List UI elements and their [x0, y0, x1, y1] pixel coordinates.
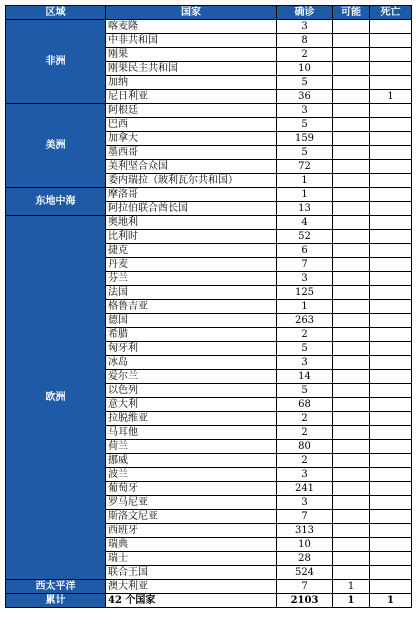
deaths-cell [370, 202, 412, 216]
country-cell: 加拿大 [106, 132, 277, 146]
probable-cell [333, 216, 370, 230]
deaths-cell [370, 20, 412, 34]
probable-cell [333, 202, 370, 216]
probable-cell [333, 314, 370, 328]
country-cell: 爱尔兰 [106, 370, 277, 384]
confirmed-cell: 28 [277, 552, 333, 566]
confirmed-cell: 1 [277, 188, 333, 202]
header-row [6, 6, 412, 20]
total-probable: 1 [333, 594, 370, 608]
total-country-count: 42 个国家 [106, 594, 277, 608]
country-cell: 委内瑞拉（玻利瓦尔共和国） [106, 174, 277, 188]
country-cell: 联合王国 [106, 566, 277, 580]
confirmed-cell: 241 [277, 482, 333, 496]
probable-cell [333, 510, 370, 524]
deaths-cell [370, 104, 412, 118]
probable-cell [333, 370, 370, 384]
deaths-cell [370, 34, 412, 48]
country-cell: 阿根廷 [106, 104, 277, 118]
table-row [6, 104, 412, 118]
monkeypox-case-table-container [5, 5, 412, 608]
probable-cell [333, 34, 370, 48]
confirmed-cell: 2 [277, 426, 333, 440]
country-cell: 冰岛 [106, 356, 277, 370]
confirmed-cell: 313 [277, 524, 333, 538]
probable-cell [333, 552, 370, 566]
confirmed-cell: 10 [277, 538, 333, 552]
deaths-cell [370, 552, 412, 566]
country-cell: 喀麦隆 [106, 20, 277, 34]
country-cell: 德国 [106, 314, 277, 328]
confirmed-cell: 7 [277, 510, 333, 524]
country-cell: 比利时 [106, 230, 277, 244]
deaths-cell [370, 244, 412, 258]
country-cell: 阿拉伯联合酋长国 [106, 202, 277, 216]
deaths-cell [370, 314, 412, 328]
probable-cell [333, 454, 370, 468]
country-cell: 马耳他 [106, 426, 277, 440]
deaths-cell [370, 328, 412, 342]
table-row [6, 580, 412, 594]
probable-cell [333, 524, 370, 538]
confirmed-cell: 5 [277, 342, 333, 356]
probable-cell [333, 272, 370, 286]
region-cell: 美洲 [6, 104, 106, 188]
total-row [6, 594, 412, 608]
confirmed-cell: 68 [277, 398, 333, 412]
confirmed-cell: 2 [277, 328, 333, 342]
country-cell: 奥地利 [106, 216, 277, 230]
probable-cell [333, 496, 370, 510]
deaths-cell [370, 62, 412, 76]
confirmed-cell: 80 [277, 440, 333, 454]
case-table [5, 5, 412, 608]
country-cell: 匈牙利 [106, 342, 277, 356]
country-cell: 拉脱维亚 [106, 412, 277, 426]
probable-cell [333, 384, 370, 398]
table-row [6, 216, 412, 230]
table-body [6, 20, 412, 608]
deaths-cell [370, 370, 412, 384]
region-cell: 西太平洋 [6, 580, 106, 594]
probable-cell [333, 188, 370, 202]
deaths-cell [370, 440, 412, 454]
probable-cell [333, 482, 370, 496]
probable-cell [333, 174, 370, 188]
header-region: 区域 [6, 6, 106, 20]
probable-cell [333, 20, 370, 34]
deaths-cell [370, 342, 412, 356]
confirmed-cell: 5 [277, 118, 333, 132]
country-cell: 加纳 [106, 76, 277, 90]
country-cell: 波兰 [106, 468, 277, 482]
probable-cell [333, 160, 370, 174]
deaths-cell [370, 566, 412, 580]
confirmed-cell: 263 [277, 314, 333, 328]
deaths-cell [370, 538, 412, 552]
probable-cell [333, 328, 370, 342]
deaths-cell [370, 482, 412, 496]
confirmed-cell: 3 [277, 356, 333, 370]
header-probable: 可能 [333, 6, 370, 20]
confirmed-cell: 1 [277, 174, 333, 188]
probable-cell [333, 342, 370, 356]
deaths-cell [370, 132, 412, 146]
probable-cell [333, 48, 370, 62]
total-confirmed: 2103 [277, 594, 333, 608]
country-cell: 希腊 [106, 328, 277, 342]
deaths-cell [370, 496, 412, 510]
region-cell: 非洲 [6, 20, 106, 104]
probable-cell [333, 118, 370, 132]
deaths-cell [370, 174, 412, 188]
probable-cell [333, 62, 370, 76]
country-cell: 澳大利亚 [106, 580, 277, 594]
country-cell: 墨西哥 [106, 146, 277, 160]
deaths-cell [370, 188, 412, 202]
deaths-cell [370, 216, 412, 230]
deaths-cell [370, 286, 412, 300]
confirmed-cell: 3 [277, 496, 333, 510]
deaths-cell [370, 300, 412, 314]
probable-cell [333, 468, 370, 482]
deaths-cell [370, 524, 412, 538]
confirmed-cell: 5 [277, 146, 333, 160]
confirmed-cell: 2 [277, 412, 333, 426]
country-cell: 芬兰 [106, 272, 277, 286]
country-cell: 丹麦 [106, 258, 277, 272]
deaths-cell [370, 384, 412, 398]
deaths-cell [370, 118, 412, 132]
table-row [6, 188, 412, 202]
confirmed-cell: 10 [277, 62, 333, 76]
table-row [6, 20, 412, 34]
confirmed-cell: 524 [277, 566, 333, 580]
country-cell: 捷克 [106, 244, 277, 258]
deaths-cell [370, 412, 412, 426]
confirmed-cell: 1 [277, 300, 333, 314]
deaths-cell [370, 426, 412, 440]
header-confirmed: 确诊 [277, 6, 333, 20]
probable-cell [333, 132, 370, 146]
confirmed-cell: 52 [277, 230, 333, 244]
deaths-cell [370, 76, 412, 90]
header-deaths: 死亡 [370, 6, 412, 20]
probable-cell [333, 538, 370, 552]
probable-cell [333, 440, 370, 454]
confirmed-cell: 3 [277, 104, 333, 118]
probable-cell [333, 90, 370, 104]
country-cell: 瑞典 [106, 538, 277, 552]
country-cell: 意大利 [106, 398, 277, 412]
deaths-cell: 1 [370, 90, 412, 104]
probable-cell [333, 356, 370, 370]
country-cell: 尼日利亚 [106, 90, 277, 104]
confirmed-cell: 7 [277, 258, 333, 272]
country-cell: 荷兰 [106, 440, 277, 454]
country-cell: 美利坚合众国 [106, 160, 277, 174]
country-cell: 西班牙 [106, 524, 277, 538]
confirmed-cell: 5 [277, 76, 333, 90]
confirmed-cell: 13 [277, 202, 333, 216]
country-cell: 葡萄牙 [106, 482, 277, 496]
probable-cell [333, 286, 370, 300]
country-cell: 斯洛文尼亚 [106, 510, 277, 524]
country-cell: 刚果 [106, 48, 277, 62]
probable-cell: 1 [333, 580, 370, 594]
probable-cell [333, 258, 370, 272]
probable-cell [333, 398, 370, 412]
country-cell: 中非共和国 [106, 34, 277, 48]
region-cell: 东地中海 [6, 188, 106, 216]
deaths-cell [370, 580, 412, 594]
probable-cell [333, 244, 370, 258]
confirmed-cell: 125 [277, 286, 333, 300]
country-cell: 以色列 [106, 384, 277, 398]
confirmed-cell: 5 [277, 384, 333, 398]
deaths-cell [370, 454, 412, 468]
total-label-cell: 累计 [6, 594, 106, 608]
country-cell: 法国 [106, 286, 277, 300]
deaths-cell [370, 48, 412, 62]
country-cell: 瑞士 [106, 552, 277, 566]
country-cell: 罗马尼亚 [106, 496, 277, 510]
region-cell: 欧洲 [6, 216, 106, 580]
country-cell: 挪威 [106, 454, 277, 468]
confirmed-cell: 14 [277, 370, 333, 384]
confirmed-cell: 6 [277, 244, 333, 258]
deaths-cell [370, 510, 412, 524]
confirmed-cell: 159 [277, 132, 333, 146]
confirmed-cell: 3 [277, 468, 333, 482]
total-deaths: 1 [370, 594, 412, 608]
deaths-cell [370, 356, 412, 370]
confirmed-cell: 3 [277, 20, 333, 34]
confirmed-cell: 2 [277, 48, 333, 62]
deaths-cell [370, 258, 412, 272]
country-cell: 摩洛哥 [106, 188, 277, 202]
probable-cell [333, 230, 370, 244]
probable-cell [333, 300, 370, 314]
deaths-cell [370, 146, 412, 160]
probable-cell [333, 412, 370, 426]
probable-cell [333, 426, 370, 440]
table-header [6, 6, 412, 20]
confirmed-cell: 8 [277, 34, 333, 48]
country-cell: 刚果民主共和国 [106, 62, 277, 76]
confirmed-cell: 3 [277, 272, 333, 286]
probable-cell [333, 76, 370, 90]
confirmed-cell: 7 [277, 580, 333, 594]
probable-cell [333, 146, 370, 160]
deaths-cell [370, 230, 412, 244]
probable-cell [333, 104, 370, 118]
deaths-cell [370, 272, 412, 286]
deaths-cell [370, 160, 412, 174]
header-country: 国家 [106, 6, 277, 20]
deaths-cell [370, 468, 412, 482]
country-cell: 格鲁吉亚 [106, 300, 277, 314]
confirmed-cell: 2 [277, 454, 333, 468]
confirmed-cell: 72 [277, 160, 333, 174]
country-cell: 巴西 [106, 118, 277, 132]
probable-cell [333, 566, 370, 580]
deaths-cell [370, 398, 412, 412]
confirmed-cell: 4 [277, 216, 333, 230]
confirmed-cell: 36 [277, 90, 333, 104]
